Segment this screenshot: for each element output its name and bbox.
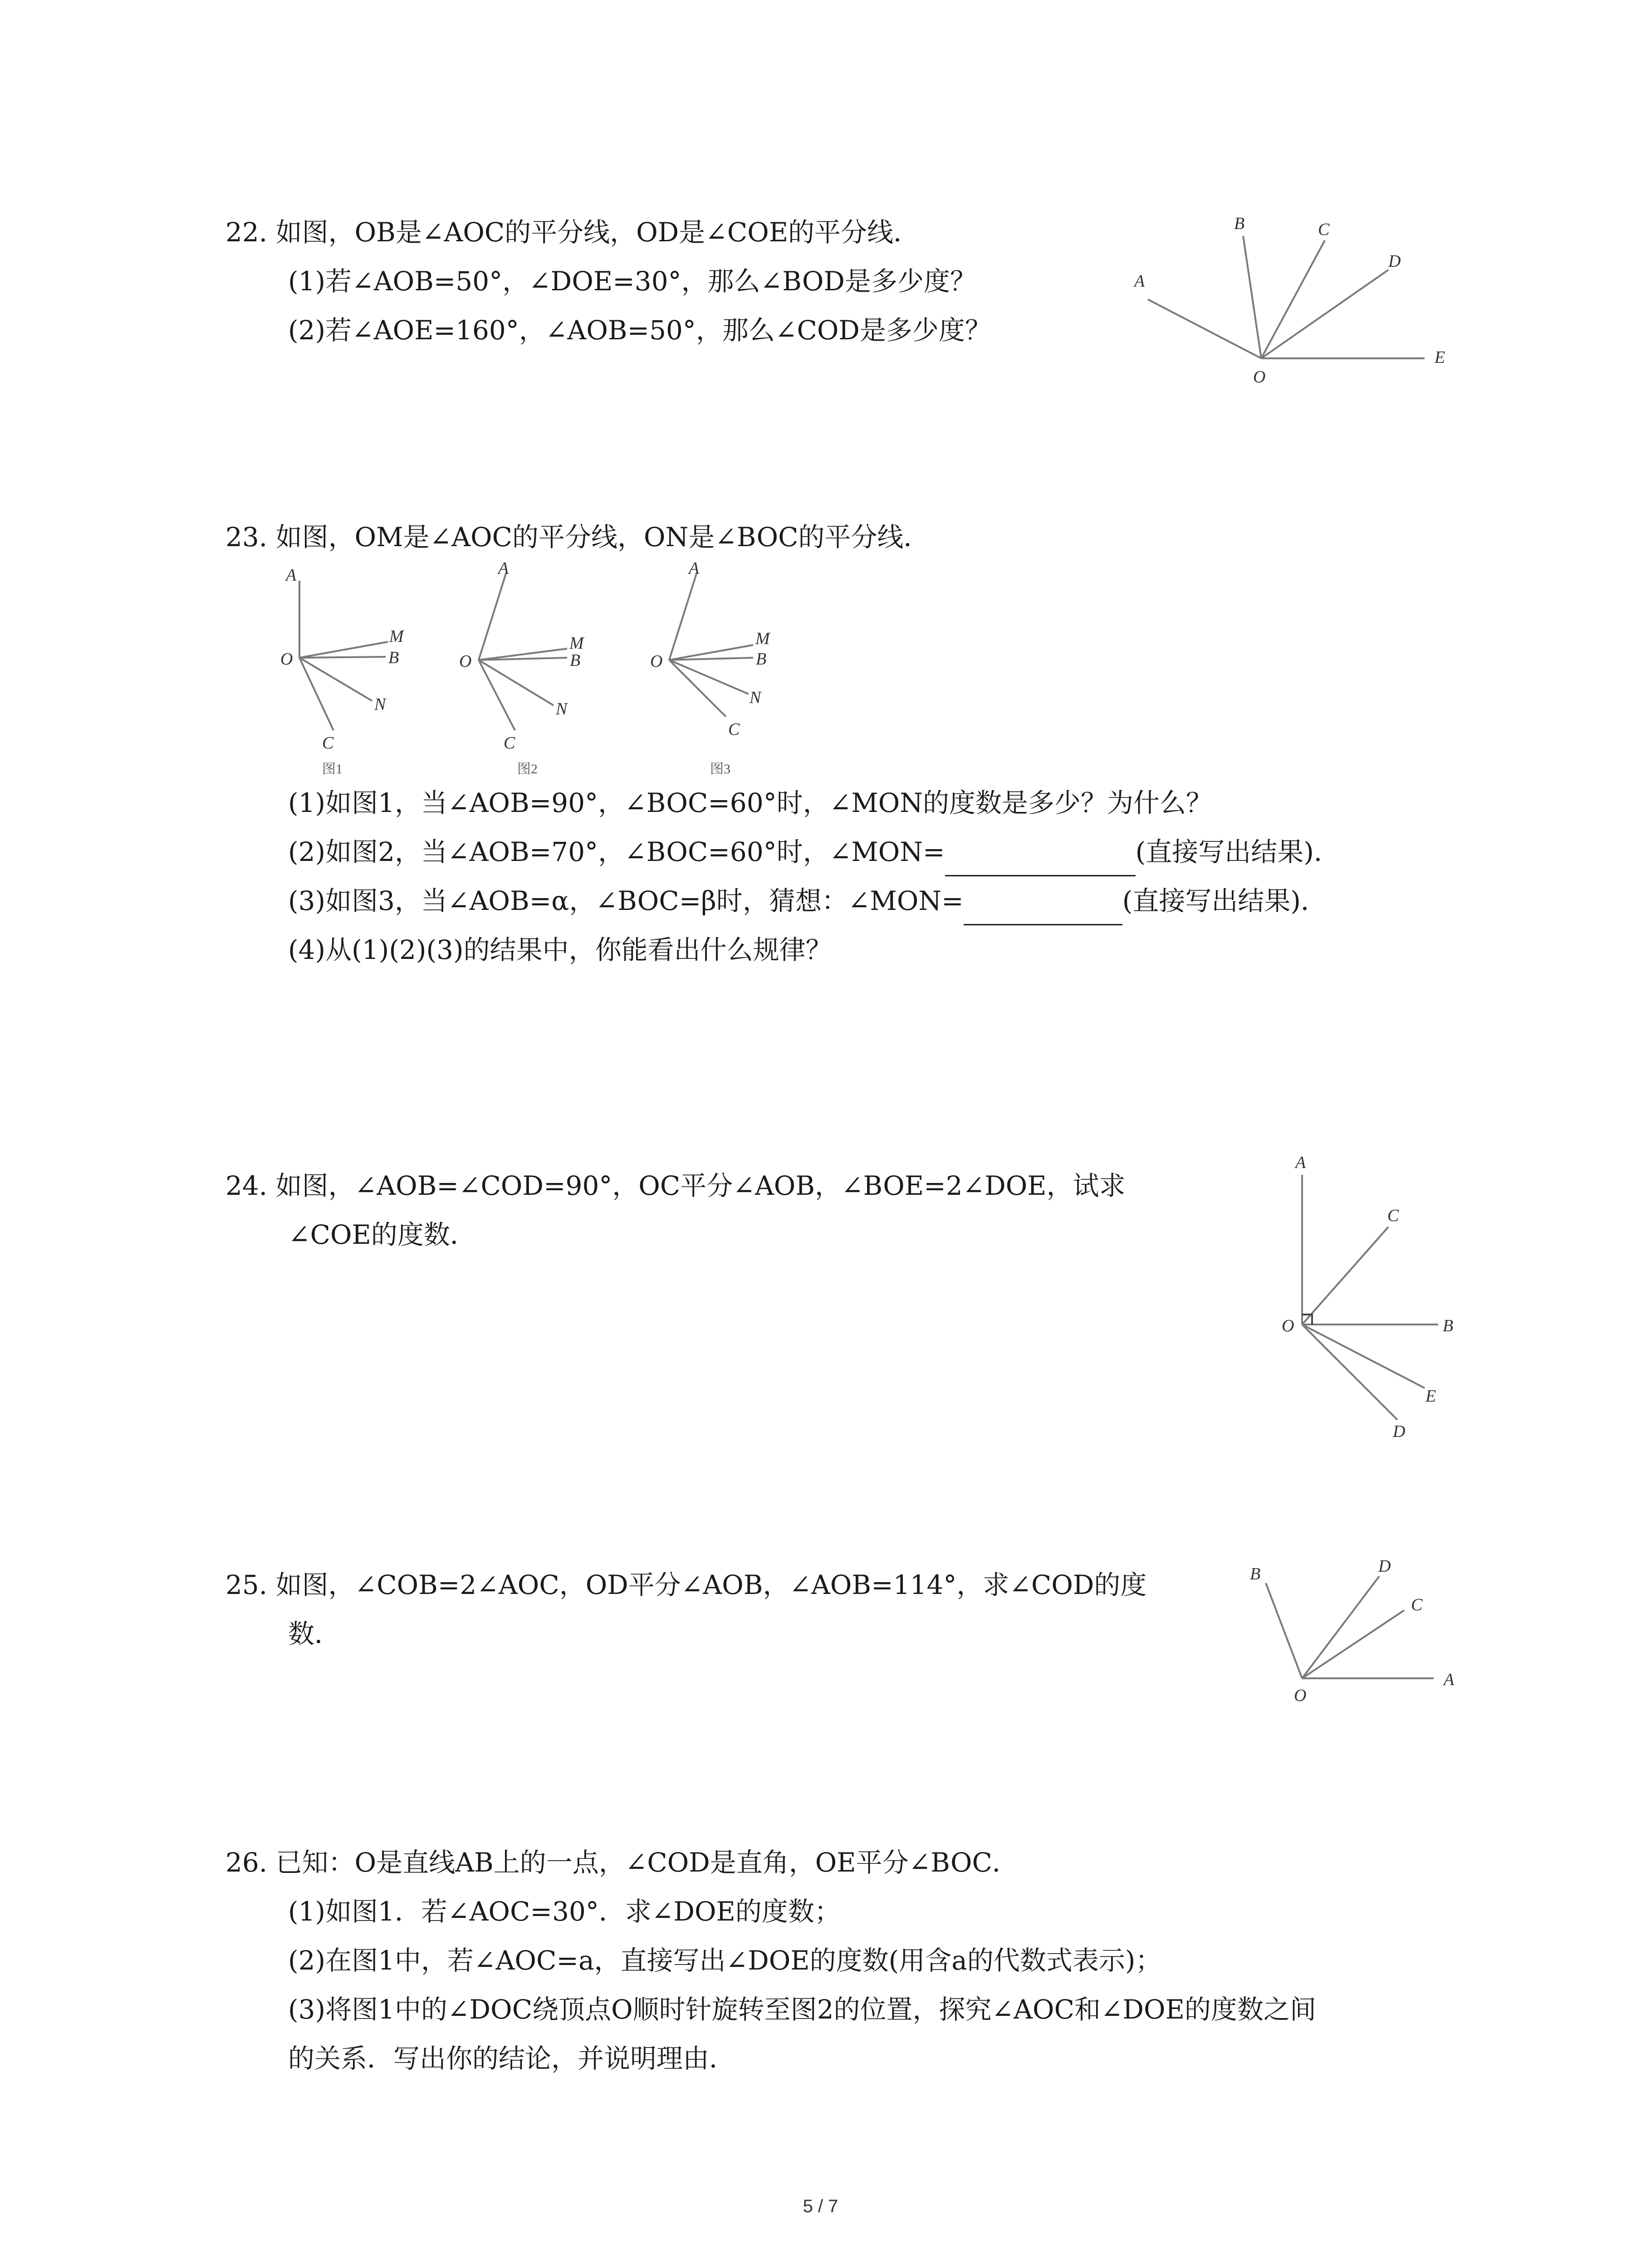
q26-part-2: (2)在图1中，若∠AOC=a，直接写出∠DOE的度数(用含a的代数式表示)； xyxy=(288,1945,1162,1976)
question-24 xyxy=(225,1161,1126,1259)
question-26 xyxy=(225,1838,1316,2083)
fig2-label-m: M xyxy=(569,634,584,653)
ray-od xyxy=(1261,270,1388,358)
ray-od xyxy=(1302,1576,1379,1678)
q23-part-3-text: (3)如图3，当∠AOB=α，∠BOC=β时，猜想：∠MON= xyxy=(288,885,964,916)
label-d: D xyxy=(1378,1557,1391,1576)
fig2-label-o: O xyxy=(459,652,472,671)
q26-part-3: (3)将图1中的∠DOC绕顶点O顺时针旋转至图2的位置，探究∠AOC和∠DOE的度数之间 xyxy=(288,1994,1316,2025)
fig3-label-n: N xyxy=(749,688,761,707)
label-o: O xyxy=(1294,1686,1307,1705)
question-22 xyxy=(225,208,991,355)
label-e: E xyxy=(1435,348,1445,367)
ray-oa xyxy=(1148,299,1261,358)
fig3-label-o: O xyxy=(650,652,663,671)
q26-part-1: (1)如图1．若∠AOC=30°．求∠DOE的度数； xyxy=(288,1896,841,1927)
fig3-label-m: M xyxy=(755,629,770,648)
question-25 xyxy=(225,1560,1146,1658)
label-b: B xyxy=(1234,214,1245,233)
label-b: B xyxy=(1443,1316,1454,1335)
fig1-caption: 图1 xyxy=(322,762,343,777)
q23-part-2 xyxy=(225,827,1340,876)
q25-stem-line-1: 25. 如图，∠COB=2∠AOC，OD平分∠AOB，∠AOB=114°，求∠COD的度 xyxy=(225,1569,1147,1600)
fig2-caption: 图2 xyxy=(517,762,538,777)
q23-part-3 xyxy=(225,876,1340,925)
fig1-label-c: C xyxy=(322,733,334,753)
fig1-label-a: A xyxy=(286,566,297,585)
q26-stem: 26. 已知：O是直线AB上的一点，∠COD是直角，OE平分∠BOC． xyxy=(225,1847,1019,1878)
question-23-stem xyxy=(225,513,930,562)
ray-oc xyxy=(1302,1227,1388,1325)
label-c: C xyxy=(1387,1206,1399,1225)
fig3-caption: 图3 xyxy=(710,762,730,777)
q23-part-2-answer-blank[interactable] xyxy=(945,843,1136,876)
label-b: B xyxy=(1250,1564,1261,1584)
q22-figure xyxy=(1125,209,1470,390)
page-number: 5 / 7 xyxy=(803,2196,838,2216)
ray-ob xyxy=(1243,236,1261,358)
question-23-parts xyxy=(225,778,1340,974)
fig2-label-n: N xyxy=(556,699,568,719)
fig2-label-b: B xyxy=(570,651,581,670)
q23-part-1: (1)如图1，当∠AOB=90°，∠BOC=60°时，∠MON的度数是多少？为什么？ xyxy=(288,787,1213,818)
q24-figure xyxy=(1257,1143,1474,1452)
q23-figure-2 xyxy=(459,562,585,777)
fig1-label-m: M xyxy=(389,627,404,646)
label-a: A xyxy=(1444,1670,1455,1689)
q26-part-3-continued: 的关系．写出你的结论，并说明理由． xyxy=(288,2043,736,2074)
q22-part-2: (2)若∠AOE=160°，∠AOB=50°，那么∠COD是多少度？ xyxy=(288,315,991,346)
fig3-label-a: A xyxy=(689,562,700,578)
label-o: O xyxy=(1253,367,1266,386)
q25-stem-line-2: 数． xyxy=(288,1618,341,1649)
q22-part-1: (1)若∠AOB=50°，∠DOE=30°，那么∠BOD是多少度？ xyxy=(288,266,976,297)
ray-oc xyxy=(1302,1610,1404,1678)
q23-figure-3 xyxy=(650,562,771,777)
q25-figure xyxy=(1234,1547,1470,1719)
label-a: A xyxy=(1134,272,1145,291)
ray-od xyxy=(1302,1325,1397,1420)
fig1-label-n: N xyxy=(374,695,386,714)
q23-stem: 23. 如图，OM是∠AOC的平分线，ON是∠BOC的平分线． xyxy=(225,522,930,552)
fig2-label-a: A xyxy=(498,562,509,578)
label-e: E xyxy=(1425,1387,1436,1406)
q23-part-2-text: (2)如图2，当∠AOB=70°，∠BOC=60°时，∠MON= xyxy=(288,836,945,867)
fig3-label-c: C xyxy=(728,720,740,739)
label-c: C xyxy=(1318,220,1330,239)
label-c: C xyxy=(1411,1595,1423,1614)
fig2-label-c: C xyxy=(504,733,515,753)
q23-part-3-suffix: (直接写出结果)． xyxy=(1122,885,1327,916)
q23-part-4: (4)从(1)(2)(3)的结果中，你能看出什么规律？ xyxy=(288,934,832,965)
ray-oe xyxy=(1302,1325,1425,1388)
label-d: D xyxy=(1388,252,1401,271)
q23-part-2-suffix: (直接写出结果)． xyxy=(1135,836,1340,867)
q23-part-3-answer-blank[interactable] xyxy=(964,892,1122,925)
fig1-label-b: B xyxy=(388,648,399,667)
fig1-label-o: O xyxy=(280,650,293,669)
q24-stem-line-1: 24. 如图，∠AOB=∠COD=90°，OC平分∠AOB，∠BOE=2∠DOE，试求 xyxy=(225,1170,1126,1201)
fig3-label-b: B xyxy=(756,650,767,669)
q22-stem: 22. 如图，OB是∠AOC的平分线，OD是∠COE的平分线． xyxy=(225,217,920,248)
q23-figure-1 xyxy=(280,566,405,777)
label-a: A xyxy=(1295,1153,1306,1172)
label-o: O xyxy=(1282,1316,1294,1335)
ray-oc xyxy=(1261,240,1325,358)
q24-stem-line-2: ∠COE的度数． xyxy=(288,1219,476,1250)
ray-ob xyxy=(1266,1583,1302,1678)
label-d: D xyxy=(1393,1422,1406,1441)
q23-figures xyxy=(272,562,817,785)
